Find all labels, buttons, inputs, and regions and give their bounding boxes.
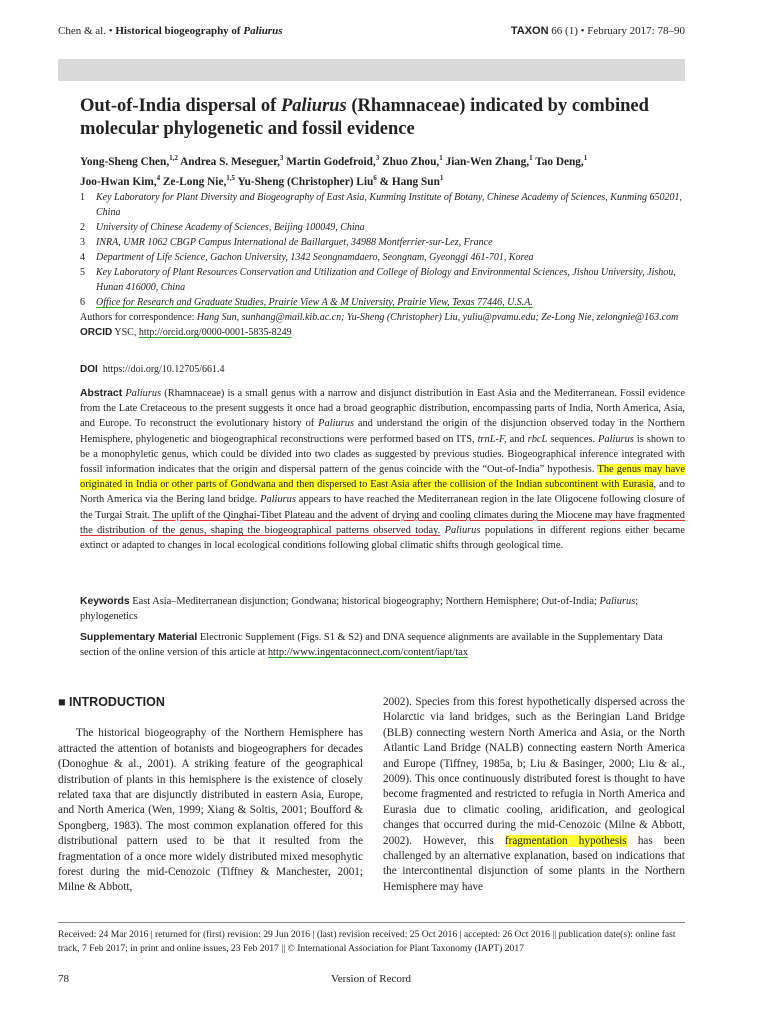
author-line-1: Yong-Sheng Chen,$^{1,2}$ Andrea S. Meseguer,$^3$ Martin Godefroid,$^3$ Zhuo Zhou,$^1$ Jian-Wen Zhang,$^1$ Tao Deng,$^1$ (80, 154, 588, 168)
received-dates: Received: 24 Mar 2016 | returned for (first) revision: 29 Jun 2016 | (last) revision received: 25 Oct 2016 | accepted: 26 Oct 2016 || publication date(s): online fast track, 7 Feb 2017; in print and online issues, 23 Feb 2017 || © International Association for Plant Taxonomy (IAPT) 2017 (58, 929, 676, 954)
running-head-authors: Chen & al. • (58, 25, 113, 37)
supplementary-link[interactable]: http://www.ingentaconnect.com/content/iapt/tax (267, 647, 469, 659)
article-title: Out-of-India dispersal of Paliurus (Rhamnaceae) indicated by combined molecular phylogenetic and fossil evidence (80, 96, 649, 139)
header-band (58, 59, 685, 81)
version-of-record: Version of Record (331, 973, 412, 985)
author-list (80, 150, 685, 190)
intro-paragraph: The historical biogeography of the Northern Hemisphere has attracted the attention of botanists and biogeographers for decades (Donoghue & al., 2001). A striking feature of the geographical distribution of plants in this hemisphere is the existence of closely related taxa that are disjunctly distributed in eastern Asia, Europe, and North America (Wen, 1999; Xiang & Soltis, 2001; Boufford & Spongberg, 1983). The most common explanation offered for this distributional pattern used to be that it resulted from the fragmentation of a once more widely distributed mixed mesophytic forest during the mid-Cenozoic (Tiffney & Manchester, 2001; Milne & Abbott, (58, 727, 363, 894)
keywords: Keywords East Asia–Mediterranean disjunction; Gondwana; historical biogeography; Northern Hemisphere; Out-of-India; Paliurus; phylogenetics (80, 596, 639, 623)
affiliations (80, 190, 685, 340)
affiliation-1: 1 Key Laboratory for Plant Diversity and Biogeography of East Asia, Kunming Institute of Botany, Chinese Academy of Sciences, Kunming 650201, China (80, 192, 682, 218)
running-head-left (58, 25, 283, 37)
doi-link[interactable]: https://doi.org/10.12705/661.4 (102, 364, 225, 375)
journal-name: TAXON (510, 25, 549, 37)
affiliation-4: 4 Department of Life Science, Gachon University, 1342 Seongnamdaero, Seongnam, Gyeonggi 461-701, Korea (80, 252, 534, 263)
doi: DOI https://doi.org/10.12705/661.4 (80, 364, 225, 375)
running-head-title: Historical biogeography of (115, 25, 241, 37)
abstract-label: Abstract (80, 388, 123, 399)
affiliation-6: 6 Office for Research and Graduate Studies, Prairie View A & M University, Prairie View, Texas 77446, U.S.A. (80, 297, 533, 308)
abstract-underlined: The uplift of the Qinghai-Tibet Plateau and the advent of drying and cooling climates during the Miocene may have fragmented the distribution of the genus, shaping the biogeographical patterns observed today. (80, 509, 685, 536)
correspondence: Authors for correspondence: Hang Sun, sunhang@mail.kib.ac.cn; Yu-Sheng (Christopher) Liu, yuliu@pvamu.edu; Ze-Long Nie, zelongnie@163.com (80, 312, 679, 323)
page-number: 78 (58, 973, 69, 985)
running-head-genus: Paliurus (243, 25, 283, 37)
footer-rule (58, 922, 685, 923)
orcid-link[interactable]: http://orcid.org/0000-0001-5835-8249 (138, 327, 292, 338)
intro-heading: ■ INTRODUCTION (58, 695, 165, 709)
affiliation-2: 2 University of Chinese Academy of Sciences, Beijing 100049, China (80, 222, 365, 233)
orcid: ORCID YSC, http://orcid.org/0000-0001-5835-8249 (80, 327, 292, 338)
supplementary-material: Supplementary Material Electronic Supplement (Figs. S1 & S2) and DNA sequence alignments are available in the Supplementary Data section of the online version of this article at http://www.ingentaconnect.com/content/iapt/tax (80, 632, 663, 659)
abstract-highlight: The genus may have originated in India or other parts of Gondwana and then dispersed to East Asia after the collision of the Indian subcontinent with Eurasia (80, 464, 685, 491)
intro-right-column: 2002). Species from this forest hypothetically dispersed across the Holarctic via land bridges, such as the Beringian Land Bridge (BLB) connecting western North America and Asia, or the North Atlantic Land Bridge (NALB) connecting eastern North America and Europe (Tiffney, 1985a, b; Liu & Basinger, 2000; Liu & al., 2009). This once continuously distributed forest is thought to have become fragmented and restricted to refugia in North America and Eurasia due to climatic cooling, aridification, and geological changes that occurred during the mid-Cenozoic (Milne & Abbott, 2002). However, this fragmentation hypothesis has been challenged by an alternative explanation, based on indications that the intercontinental disjunction of some plants in the Northern Hemisphere may have (383, 696, 685, 893)
author-line-2: Joo-Hwan Kim,$^4$ Ze-Long Nie,$^{1,5}$ Yu-Sheng (Christopher) Liu$^6$ & Hang Sun$^1$ (80, 173, 444, 188)
intro-left-column (58, 695, 363, 896)
running-head-right (511, 25, 685, 37)
abstract: Abstract Paliurus (Rhamnaceae) is a small genus with a narrow and disjunct distribution in East Asia and the Mediterranean. Fossil evidence from the Late Cretaceous to the present suggests it once had a broad geographic distribution, encompassing parts of India, North America, Asia, and Europe. To reconstruct the evolutionary history of Paliurus and understand the origin of the disjunction observed today in the Northern Hemisphere, phylogenetic and biogeographical reconstructions were performed based on ITS, trnL-F, and rbcL sequences. Paliurus is shown to be a monophyletic genus, which could be divided into two clades as suggested by previous studies. Biogeographical inference integrated with fossil information indicates that the origin and dispersal pattern of the genus coincide with the “Out-of-India” hypothesis. The genus may have originated in India or other parts of Gondwana and then dispersed to East Asia after the collision of the Indian subcontinent with Eurasia, and to North America via the Bering land bridge. Paliurus appears to have reached the Mediterranean region in the late Oligocene following closure of the Turgai Strait. The uplift of the Qinghai-Tibet Plateau and the advent of drying and cooling climates during the Miocene may have fragmented the distribution of the genus, shaping the biogeographical patterns observed today. Paliurus populations in different regions either became extinct or adapted to changes in local ecological conditions following global climatic shifts through geological time. (80, 388, 686, 552)
volume-info: 66 (1) • February 2017: 78–90 (551, 25, 685, 37)
affiliation-3: 3 INRA, UMR 1062 CBGP Campus International de Baillarguet, 34988 Montferrier-sur-Lez, France (80, 237, 493, 248)
fragmentation-highlight: fragmentation hypothesis (504, 834, 627, 847)
affiliation-5: 5 Key Laboratory of Plant Resources Conservation and Utilization and College of Biology and Environmental Sciences, Jishou University, Jishou, Hunan 416000, China (80, 267, 676, 293)
